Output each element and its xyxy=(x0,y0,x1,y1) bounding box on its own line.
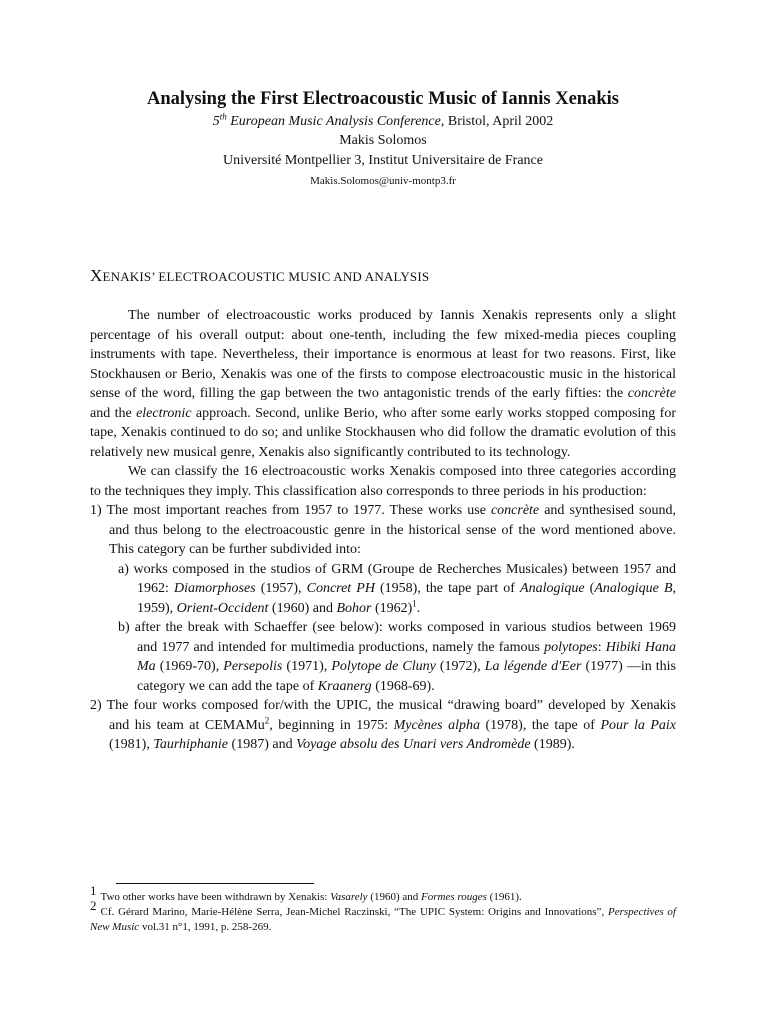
paragraph-2: We can classify the 16 electroacoustic works Xenakis composed into three categories according to the techniques they imply. This classification also corresponds to three periods in his production: xyxy=(90,464,676,499)
list-item-2: 2) The four works composed for/with the UPIC, the musical “drawing board” developed by Xenakis and his team at CEMAMu$^2$, beginning in 1975: Mycènes alpha (1978), the tape of Pour la Paix (1981), Taurhiphanie (1987) and Voyage absolu des Unari vers Andromède (1989). xyxy=(90,698,676,752)
conference-name: European Music Analysis Conference xyxy=(226,114,441,129)
footnote-ref-1[interactable]: 1 xyxy=(412,597,417,608)
list-item-1: 1) The most important reaches from 1957 to 1977. These works use concrète and synthesised sound, and thus belong to the electroacoustic genre in the historical sense of the word mentioned above. This category can be further subdivided into: xyxy=(90,503,676,557)
conference-line xyxy=(90,112,676,131)
author-name: Makis Solomos xyxy=(339,133,427,148)
footnote-2: 2 Cf. Gérard Marino, Marie-Hélène Serra, Jean-Michel Raczinski, “The UPIC System: Origins and Innovations”, Perspectives of New Music vol.31 n°1, 1991, p. 258-269. xyxy=(90,898,676,933)
conference-location: , Bristol, April 2002 xyxy=(440,114,554,129)
paper-title: Analysing the First Electroacoustic Music of Iannis Xenakis xyxy=(147,89,619,109)
heading-rest: ’ ELECTROACOUSTIC MUSIC AND ANALYSIS xyxy=(151,269,430,284)
body-text xyxy=(90,306,676,755)
author-affiliation: Université Montpellier 3, Institut Universitaire de France xyxy=(223,153,543,168)
footnote-divider xyxy=(116,883,314,884)
heading-enakis: ENAKIS xyxy=(102,269,152,284)
footnote-ref-2[interactable]: 2 xyxy=(264,714,270,725)
conf-sup-suffix: th xyxy=(219,111,227,122)
footnotes xyxy=(90,883,676,935)
footnote-1: 1 Two other works have been withdrawn by Xenakis: Vasarely (1960) and Formes rouges (1961). xyxy=(90,883,522,903)
heading-initial: X xyxy=(90,266,103,285)
conf-sup-num: 5 xyxy=(212,114,220,129)
paragraph-1: The number of electroacoustic works produced by Iannis Xenakis represents only a slight percentage of his overall output: about one-tenth, including the few mixed-media pieces coupling instruments with tape. Nevertheless, their importance is enormous at least for two reasons. First, like Stockhausen or Berio, Xenakis was one of the firsts to compose electroacoustic music in the historical sense of the word, filling the gap between the two antagonistic trends of the early fifties: the concrète and the electronic approach. Second, unlike Berio, who after some early works stopped composing for tape, Xenakis continued to do so; and unlike Stockhausen who did follow the dramatic evolution of this relatively new musical genre, Xenakis also significantly contributed to its technology. xyxy=(90,308,676,460)
author-email: Makis.Solomos@univ-montp3.fr xyxy=(310,175,456,187)
list-item-1a: a) works composed in the studios of GRM (Groupe de Recherches Musicales) between 1957 and 1962: Diamorphoses (1957), Concret PH (1958), the tape part of Analogique (Analogique B, 1959), Orient-Occident (1960) and Bohor $(1962)^1$. xyxy=(118,561,676,616)
list-item-1b: b) after the break with Schaeffer (see below): works composed in various studios between 1969 and 1977 and intended for multimedia productions, namely the famous polytopes: Hibiki Hana Ma (1969-70), Persepolis (1971), Polytope de Cluny (1972), La légende d'Eer (1977) —in this category we can add the tape of Kraanerg (1968-69). xyxy=(118,620,676,694)
section-heading xyxy=(90,266,429,288)
